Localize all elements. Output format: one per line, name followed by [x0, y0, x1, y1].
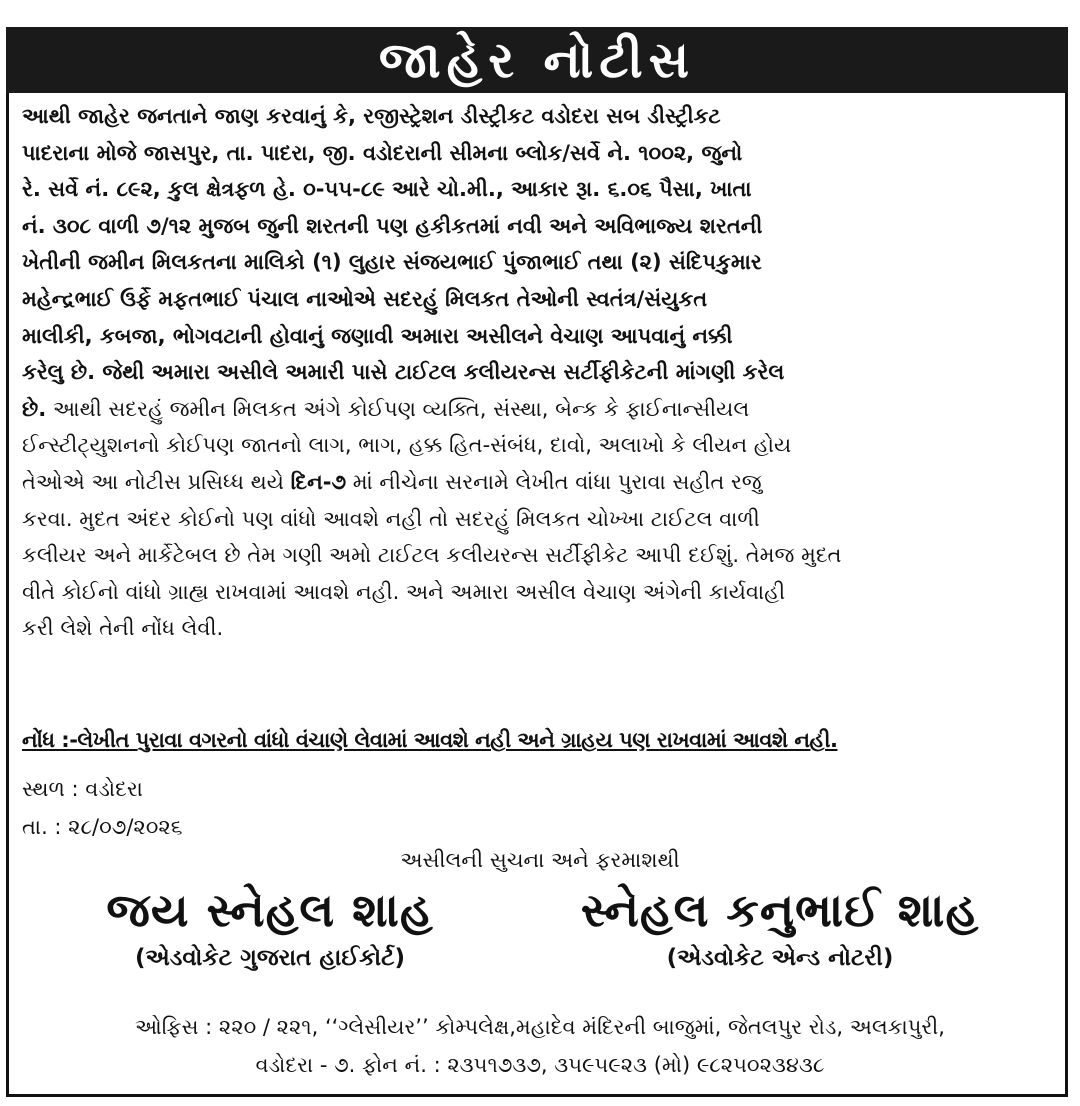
advocate-2-title: (એડવોકેટ એન્ડ નોટરી) [666, 945, 894, 971]
advocate-1 [40, 880, 500, 976]
body-line-bold-part: છે. [22, 396, 47, 421]
body-line: મહેન્દ્રભાઈ ઉર્ફે મફતભાઈ પંચાલ નાઓએ સદરહું મિલકત તેઓની સ્વતંત્ર/સંયુકત [22, 286, 708, 311]
body-line [22, 391, 1054, 428]
body-line-normal-part: આથી સદરહું જમીન મિલકત અંગે કોઈપણ વ્યક્તિ, સંસ્થા, બેન્ક કે ફાઈનાન્સીયલ [46, 396, 750, 421]
body-line: કરવા. મુદત અંદર કોઈનો પણ વાંધો આવશે નહી તો સદરહું મિલકત ચોખ્ખા ટાઈટલ વાળી [22, 506, 760, 531]
notice-heading: જાહેર નોટીસ [6, 27, 1068, 93]
instruction-line: અસીલની સુચના અને ફરમાશથી [400, 848, 680, 872]
advocate-1-title: (એડવોકેટ ગુજરાત હાઈકોર્ટ) [134, 945, 406, 971]
body-line: કલીયર અને માર્કેટેબલ છે તેમ ગણી અમો ટાઈટલ કલીયરન્સ સર્ટીફીકેટ આપી દઈશું. તેમજ મુદત [22, 543, 842, 568]
advocate-2-name: સ્નેહલ કનુભાઈ શાહ [580, 883, 980, 937]
body-line: નં. ૩૦૮ વાળી ૭/૧૨ મુજબ જુની શરતની પણ હકીકતમાં નવી અને અવિભાજ્ય શરતની [22, 213, 763, 238]
body-line [22, 464, 1054, 501]
advocate-1-name: જય સ્નેહલ શાહ [106, 883, 434, 937]
place-line: સ્થળ : વડોદરા [22, 777, 143, 801]
days-limit: દિન-૭ [290, 469, 347, 494]
body-line-part: તેઓએ આ નોટીસ પ્રસિધ્ધ થયે [22, 469, 291, 494]
advocate-2 [520, 880, 1040, 976]
body-line: ખેતીની જમીન મિલકતના માલિકો (૧) લુહાર સંજયભાઈ પુંજાભાઈ તથા (૨) સંદિપકુમાર [22, 250, 762, 275]
body-line-part: માં નીચેના સરનામે લેખીત વાંધા પુરાવા સહીત રજુ [346, 469, 762, 494]
body-line: કરેલુ છે. જેથી અમારા અસીલે અમારી પાસે ટાઈટલ કલીયરન્સ સર્ટીફીકેટની માંગણી કરેલ [22, 360, 785, 385]
body-line: માલીકી, કબજા, ભોગવટાની હોવાનું જણાવી અમારા અસીલને વેચાણ આપવાનું નક્કી [22, 323, 733, 348]
body-line: રે. સર્વે નં. ૮૯૨, કુલ ક્ષેત્રફળ હે. ૦-૫૫-૮૯ આરે ચો.મી., આકાર રૂા. ૬.૦૬ પૈસા, ખાતા [22, 177, 752, 202]
date-line: તા. : ૨૮/૦૭/૨૦૨૬ [22, 815, 183, 839]
office-address: ઓફિસ : ૨૨૦ / ૨૨૧, ‘‘ગ્લેસીયર’’ કોમ્પલેક્ષ,મહાદેવ મંદિરની બાજુમાં, જેતલપુર રોડ, અલકાપુરી, [135, 1015, 945, 1039]
office-phone: વડોદરા - ૭. ફોન નં. : ૨૩૫૧૭૩૭, ૩૫૯૫૯૨૩ (મો) ૯૮૨૫૦૨૩૪૩૮ [255, 1053, 825, 1077]
note-line: નોંધ :-લેખીત પુરાવા વગરનો વાંધો વંચાણે લેવામાં આવશે નહી અને ગ્રાહય પણ રાખવામાં આવશે નહી. [22, 728, 838, 752]
body-line: પાદરાના મોજે જાસપુર, તા. પાદરા, જી. વડોદરાની સીમના બ્લોક/સર્વે ને. ૧૦૦૨, જુનો [22, 140, 743, 165]
advocate-signatures [0, 880, 1080, 990]
body-line: ઈન્સ્ટીટ્યુશનનો કોઈપણ જાતનો લાગ, ભાગ, હક્ક હિત-સંબંધ, દાવો, અલાખો કે લીયન હોય [22, 433, 792, 458]
notice-body [22, 98, 1054, 647]
body-line: કરી લેશે તેની નોંધ લેવી. [22, 616, 224, 641]
body-line: આથી જાહેર જનતાને જાણ કરવાનું કે, રજીસ્ટ્રેશન ડીસ્ટ્રીકટ વડોદરા સબ ડીસ્ટ્રીકટ [22, 104, 721, 128]
body-line: વીતે કોઈનો વાંધો ગ્રાહ્ય રાખવામાં આવશે નહી. અને અમારા અસીલ વેચાણ અંગેની કાર્યવાહી [22, 579, 786, 604]
